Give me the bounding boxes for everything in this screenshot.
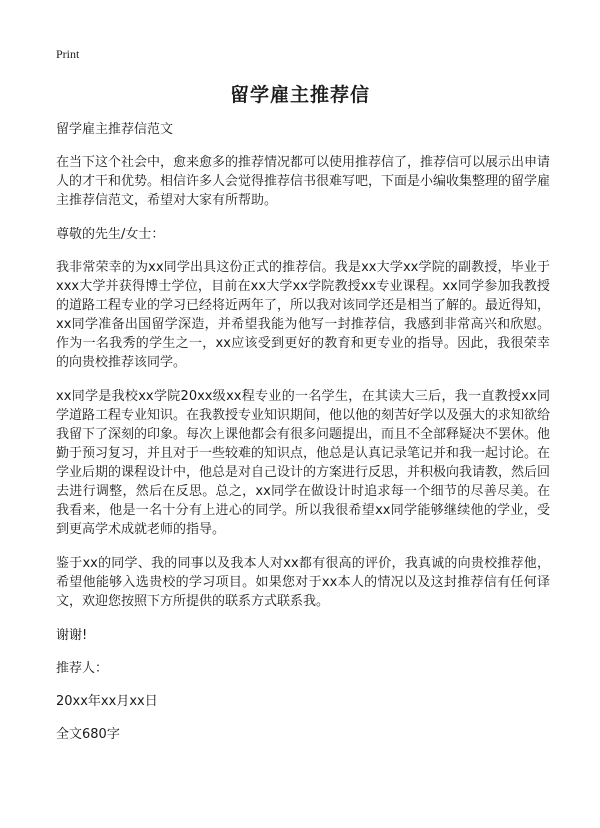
letter-body [56, 120, 550, 758]
salutation: 尊敬的先生/女士： [56, 227, 165, 242]
body-paragraph-2: xx同学是我校xx学院20xx级xx程专业的一名学生，在其读大三后，我一直教授xx同学道路工程专业知识。在我教授专业知识期间，他以他的刻苦好学以及强大的求知欲给我留下了深刻的印象。每次上课他都会有很多问题提出，而且不全部释疑决不罢休。他勤于预习复习，并且对于一些较难的知识点，他总是认真记录笔记并和我一起讨论。在学业后期的课程设计中，他总是对自己设计的方案进行反思，并积极向我请教，然后回去进行调整，然后在反思。总之，xx同学在做设计时追求每一个细节的尽善尽美。在我看来，他是一名十分有上进心的同学。所以我很希望xx同学能够继续他的学业，受到更高学术成就老师的指导。 [56, 389, 551, 537]
closing-thanks: 谢谢! [56, 628, 88, 643]
body-paragraph-3: 鉴于xx的同学、我的同事以及我本人对xx都有很高的评价，我真诚的向贵校推荐他，希望他能够入选贵校的学习项目。如果您对于xx本人的情况以及这封推荐信有任何译文，欢迎您按照下方所提供的联系方式联系我。 [56, 556, 550, 609]
subtitle: 留学雇主推荐信范文 [56, 122, 174, 137]
body-paragraph-1: 我非常荣幸的为xx同学出具这份正式的推荐信。我是xx大学xx学院的副教授，毕业于xxx大学并获得博士学位，目前在xx大学xx学院教授xx专业课程。xx同学参加我教授的道路工程专业的学习已经将近两年了，所以我对该同学还是相当了解的。最近得知，xx同学准备出国留学深造，并希望我能为他写一封推荐信，我感到非常高兴和欣慰。作为一名我秀的学生之一，xx应该受到更好的教育和更专业的指导。因此，我很荣幸的向贵校推荐该同学。 [56, 260, 551, 370]
letter-date: 20xx年xx月xx日 [56, 694, 158, 709]
print-link[interactable]: Print [56, 47, 80, 61]
intro-paragraph: 在当下这个社会中，愈来愈多的推荐情况都可以使用推荐信了，推荐信可以展示出申请人的才干和优势。相信许多人会觉得推荐信书很难写吧，下面是小编收集整理的留学雇主推荐信范文，希望对大家有所帮助。 [56, 155, 551, 208]
word-count: 全文680字 [56, 727, 120, 742]
page-title: 留学雇主推荐信 [229, 84, 370, 106]
recommender-label: 推荐人： [56, 661, 109, 676]
